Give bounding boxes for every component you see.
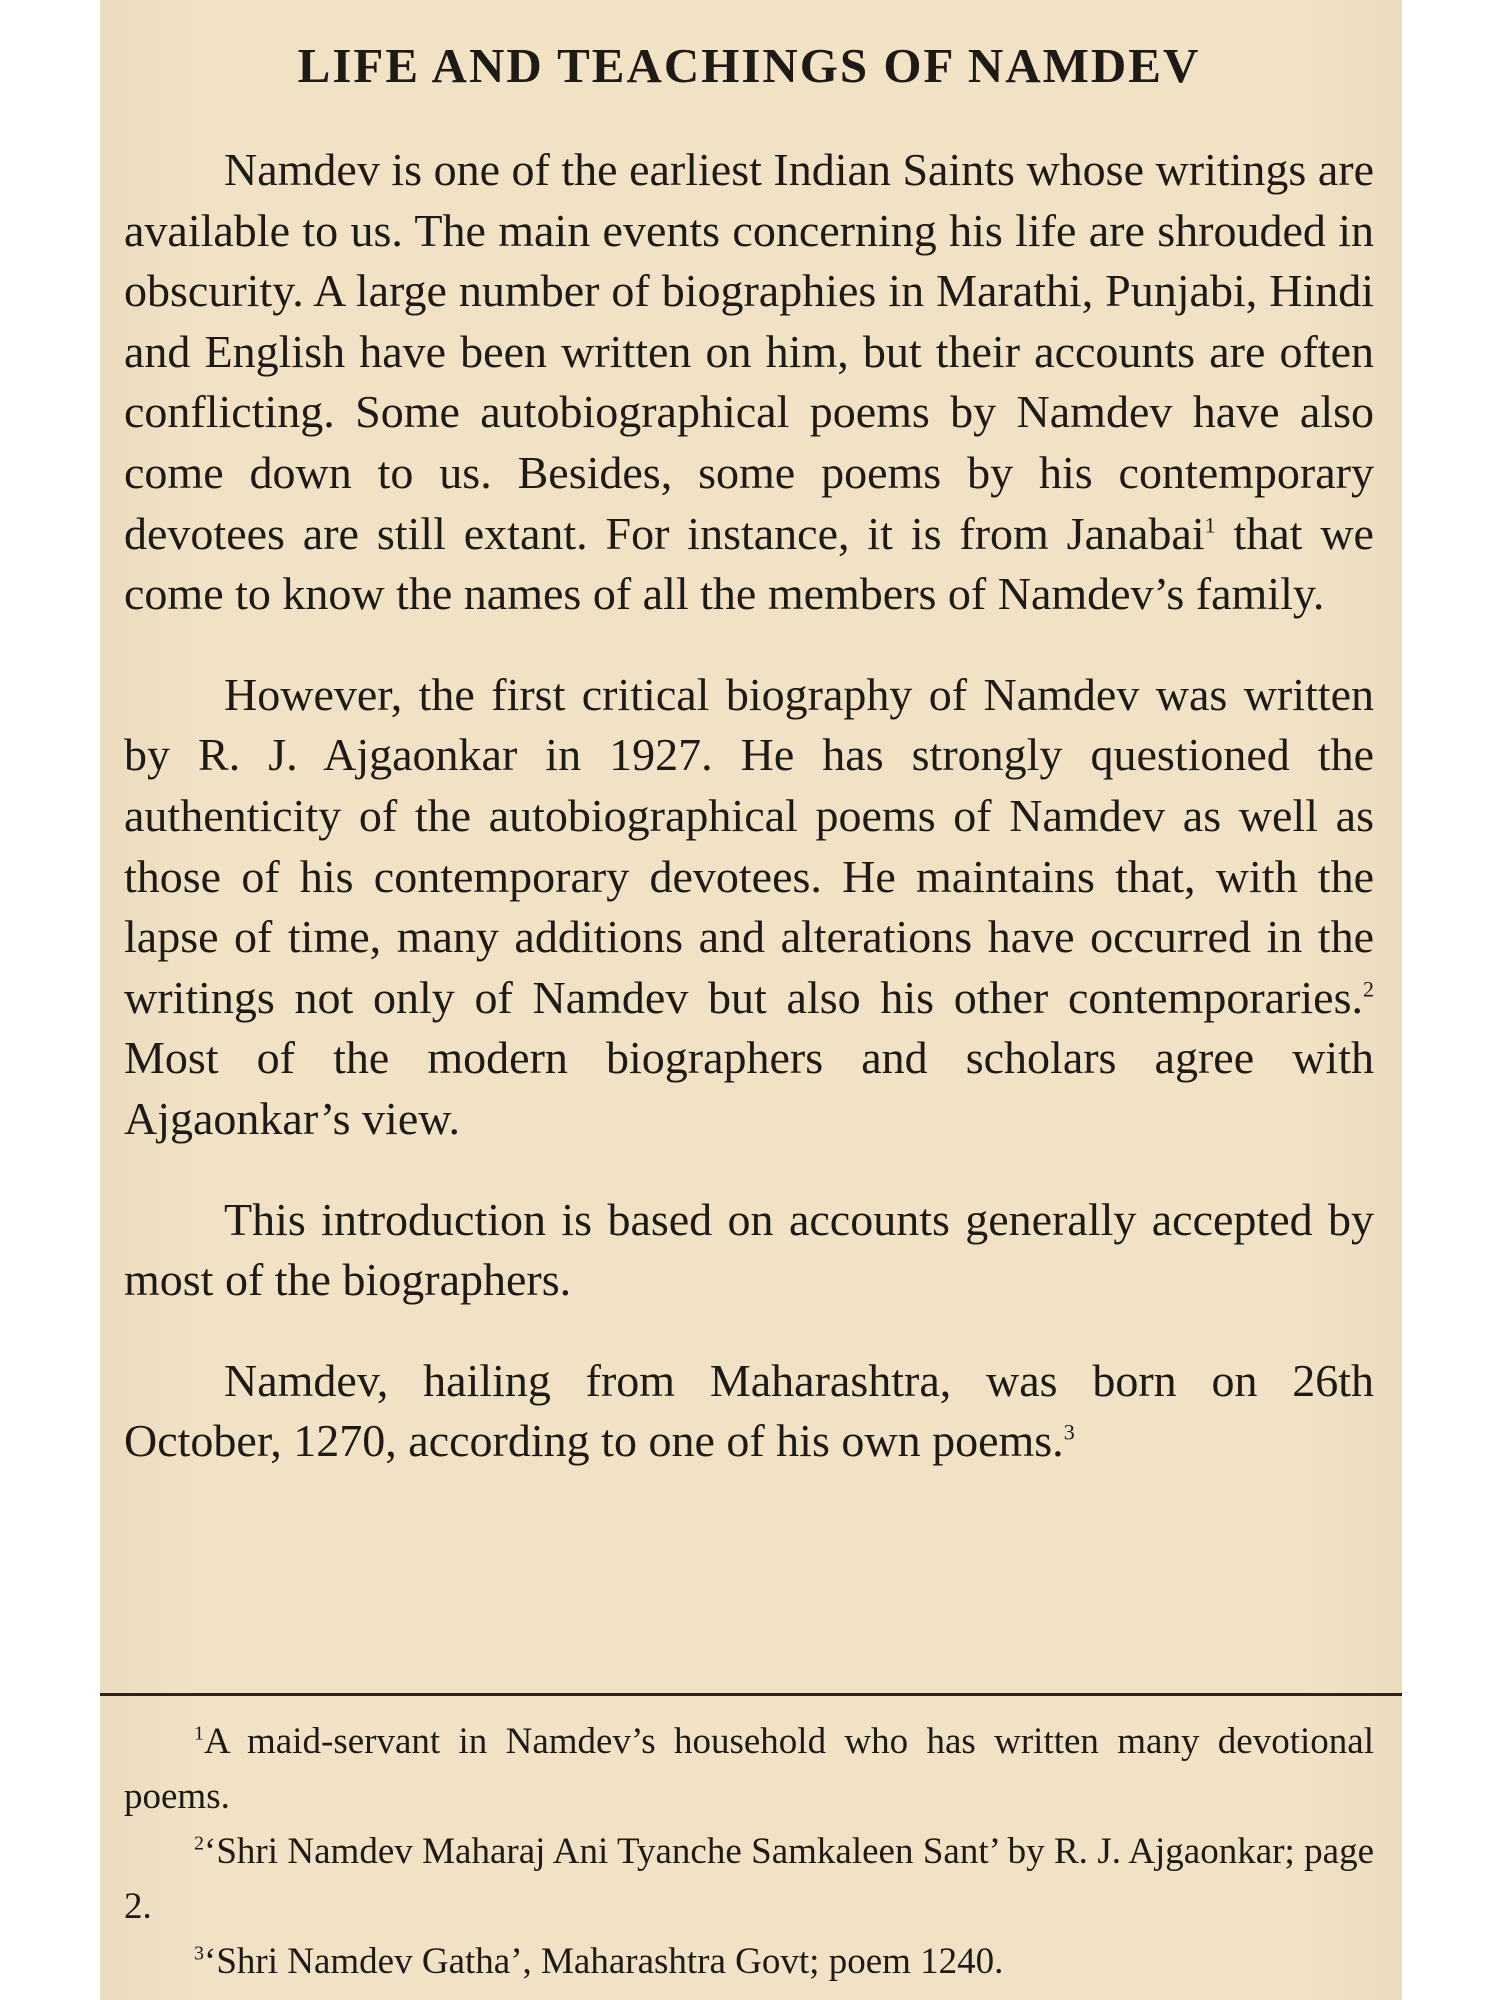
footnotes: [124, 1714, 1374, 1989]
footnote: [124, 1934, 1374, 1989]
paragraph-text: Namdev is one of the earliest Indian Saints whose writings are available to us. The main events concerning his life are shrouded in obscurity. A large number of biographies in Marathi, Punjabi, Hindi and English have been written on him, but their accounts are often conflicting. Some autobiographical poems by Namdev have also come down to us. Besides, some poems by his contemporary devotees are still extant. For instance, it is from Janabai: [124, 144, 1374, 559]
footnote: [124, 1824, 1374, 1934]
footnote-text: ‘Shri Namdev Gatha’, Maharashtra Govt; poem 1240.: [204, 1941, 1004, 1982]
paragraph: [124, 665, 1374, 1150]
paragraph-text: This introduction is based on accounts generally accepted by most of the biographers.: [124, 1193, 1374, 1306]
footnote-divider: [100, 1693, 1402, 1696]
paragraph: [124, 140, 1374, 625]
page-title: LIFE AND TEACHINGS OF NAMDEV: [297, 38, 1201, 93]
footnote-marker: 1: [194, 1722, 204, 1745]
paragraph-text: Namdev, hailing from Maharashtra, was born on 26th October, 1270, according to one of his own poems.: [124, 1354, 1374, 1467]
footnote-ref: 2: [1363, 976, 1374, 1002]
footnote: [124, 1714, 1374, 1824]
footnote-marker: 2: [194, 1832, 204, 1855]
footnote-ref: 1: [1204, 512, 1216, 538]
paragraph: [124, 1351, 1374, 1472]
body-text: [124, 140, 1374, 1512]
paragraph: [124, 1190, 1374, 1311]
paragraph-text: Most of the modern biographers and scholars agree with Ajgaonkar’s view.: [124, 1032, 1374, 1144]
paragraph-text: However, the first critical biography of Namdev was written by R. J. Ajgaonkar in 1927. He has strongly questioned the authenticity of the autobiographical poems of Namdev as well as those of his contemporary devotees. He maintains that, with the lapse of time, many additions and alterations have occurred in the writings not only of Namdev but also his other contemporaries.: [124, 668, 1374, 1023]
paragraph-text: that we come to know the names of all the members of Namdev’s family.: [124, 507, 1374, 620]
footnote-marker: 3: [194, 1942, 204, 1965]
footnote-text: A maid-servant in Namdev’s household who has written many devotional poems.: [124, 1721, 1374, 1817]
footnote-ref: 3: [1063, 1419, 1075, 1445]
footnote-text: ‘Shri Namdev Maharaj Ani Tyanche Samkaleen Sant’ by R. J. Ajgaonkar; page 2.: [124, 1831, 1374, 1927]
book-page: [100, 0, 1402, 2000]
